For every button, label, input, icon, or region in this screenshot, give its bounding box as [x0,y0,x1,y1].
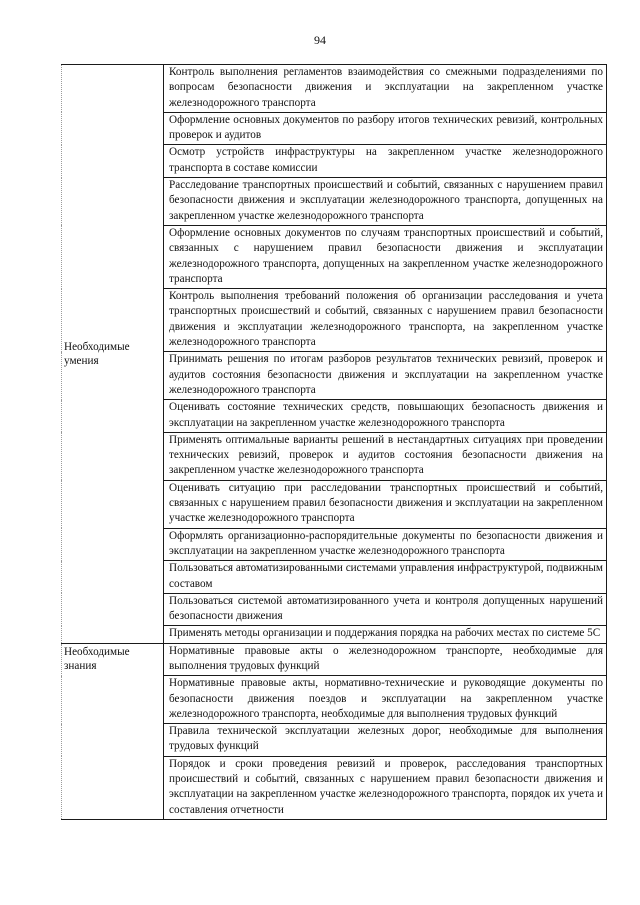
skill-item-8: Оценивать состояние технических средств, повышающих безопасность движения и эксплуатации на закрепленном участке железнодорожного транспорта [164,400,607,433]
requirements-table [61,64,607,820]
knowledge-section-label: Необходимые знания [62,643,164,819]
knowledge-item-2: Нормативные правовые акты, нормативно-технические и руководящие документы по безопасности движения поездов и эксплуатации на закрепленном участке железнодорожного транспорта, необходимые для выполнения трудовых функций [164,676,607,724]
skill-item-7: Принимать решения по итогам разборов результатов технических ревизий, проверок и аудитов состояния безопасности движения и эксплуатации на закрепленном участке железнодорожного транспорта [164,352,607,400]
skill-item-2: Оформление основных документов по разбору итогов технических ревизий, контрольных проверок и аудитов [164,112,607,145]
skills-section-label: Необходимые умения [62,65,164,644]
skill-item-11: Оформлять организационно-распорядительные документы по безопасности движения и эксплуатации на закрепленном участке железнодорожного транспорта [164,528,607,561]
skill-item-9: Применять оптимальные варианты решений в нестандартных ситуациях при проведении технических ревизий, проверок и аудитов состояния безопасности движения на закрепленном участке железнодорожного транспорта [164,432,607,480]
skill-item-1: Контроль выполнения регламентов взаимодействия со смежными подразделениями по вопросам безопасности движения и эксплуатации на закрепленном участке железнодорожного транспорта [164,65,607,113]
knowledge-item-3: Правила технической эксплуатации железных дорог, необходимые для выполнения трудовых функций [164,724,607,757]
page-number: 94 [314,33,326,47]
skill-item-14: Применять методы организации и поддержания порядка на рабочих местах по системе 5С [164,626,607,643]
skill-item-3: Осмотр устройств инфраструктуры на закрепленном участке железнодорожного транспорта в составе комиссии [164,145,607,178]
skill-item-6: Контроль выполнения требований положения об организации расследования и учета транспортных происшествий и событий, связанных с нарушением правил безопасности движения и эксплуатации железнодорожного транспорта, на закрепленном участке железнодорожного транспорта [164,289,607,352]
skill-item-5: Оформление основных документов по случаям транспортных происшествий и событий, связанных с нарушением правил безопасности движения и эксплуатации железнодорожного транспорта, допущенных на закрепленном участке железнодорожного транспорта [164,225,607,288]
knowledge-item-4: Порядок и сроки проведения ревизий и проверок, расследования транспортных происшествий и событий, связанных с нарушением правил безопасности движения и эксплуатации на закрепленном участке железнодорожного транспорта, порядок их учета и составления отчетности [164,756,607,819]
skill-item-13: Пользоваться системой автоматизированного учета и контроля допущенных нарушений безопасности движения [164,593,607,626]
skill-item-4: Расследование транспортных происшествий и событий, связанных с нарушением правил безопасности движения и эксплуатации железнодорожного транспорта, допущенных на закрепленном участке железнодорожного транспорта [164,178,607,226]
knowledge-item-1: Нормативные правовые акты о железнодорожном транспорте, необходимые для выполнения трудовых функций [164,643,607,676]
skill-item-12: Пользоваться автоматизированными системами управления инфраструктурой, подвижным составом [164,561,607,594]
skill-item-10: Оценивать ситуацию при расследовании транспортных происшествий и событий, связанных с нарушением правил безопасности движения и эксплуатации на закрепленном участке железнодорожного транспорта [164,480,607,528]
